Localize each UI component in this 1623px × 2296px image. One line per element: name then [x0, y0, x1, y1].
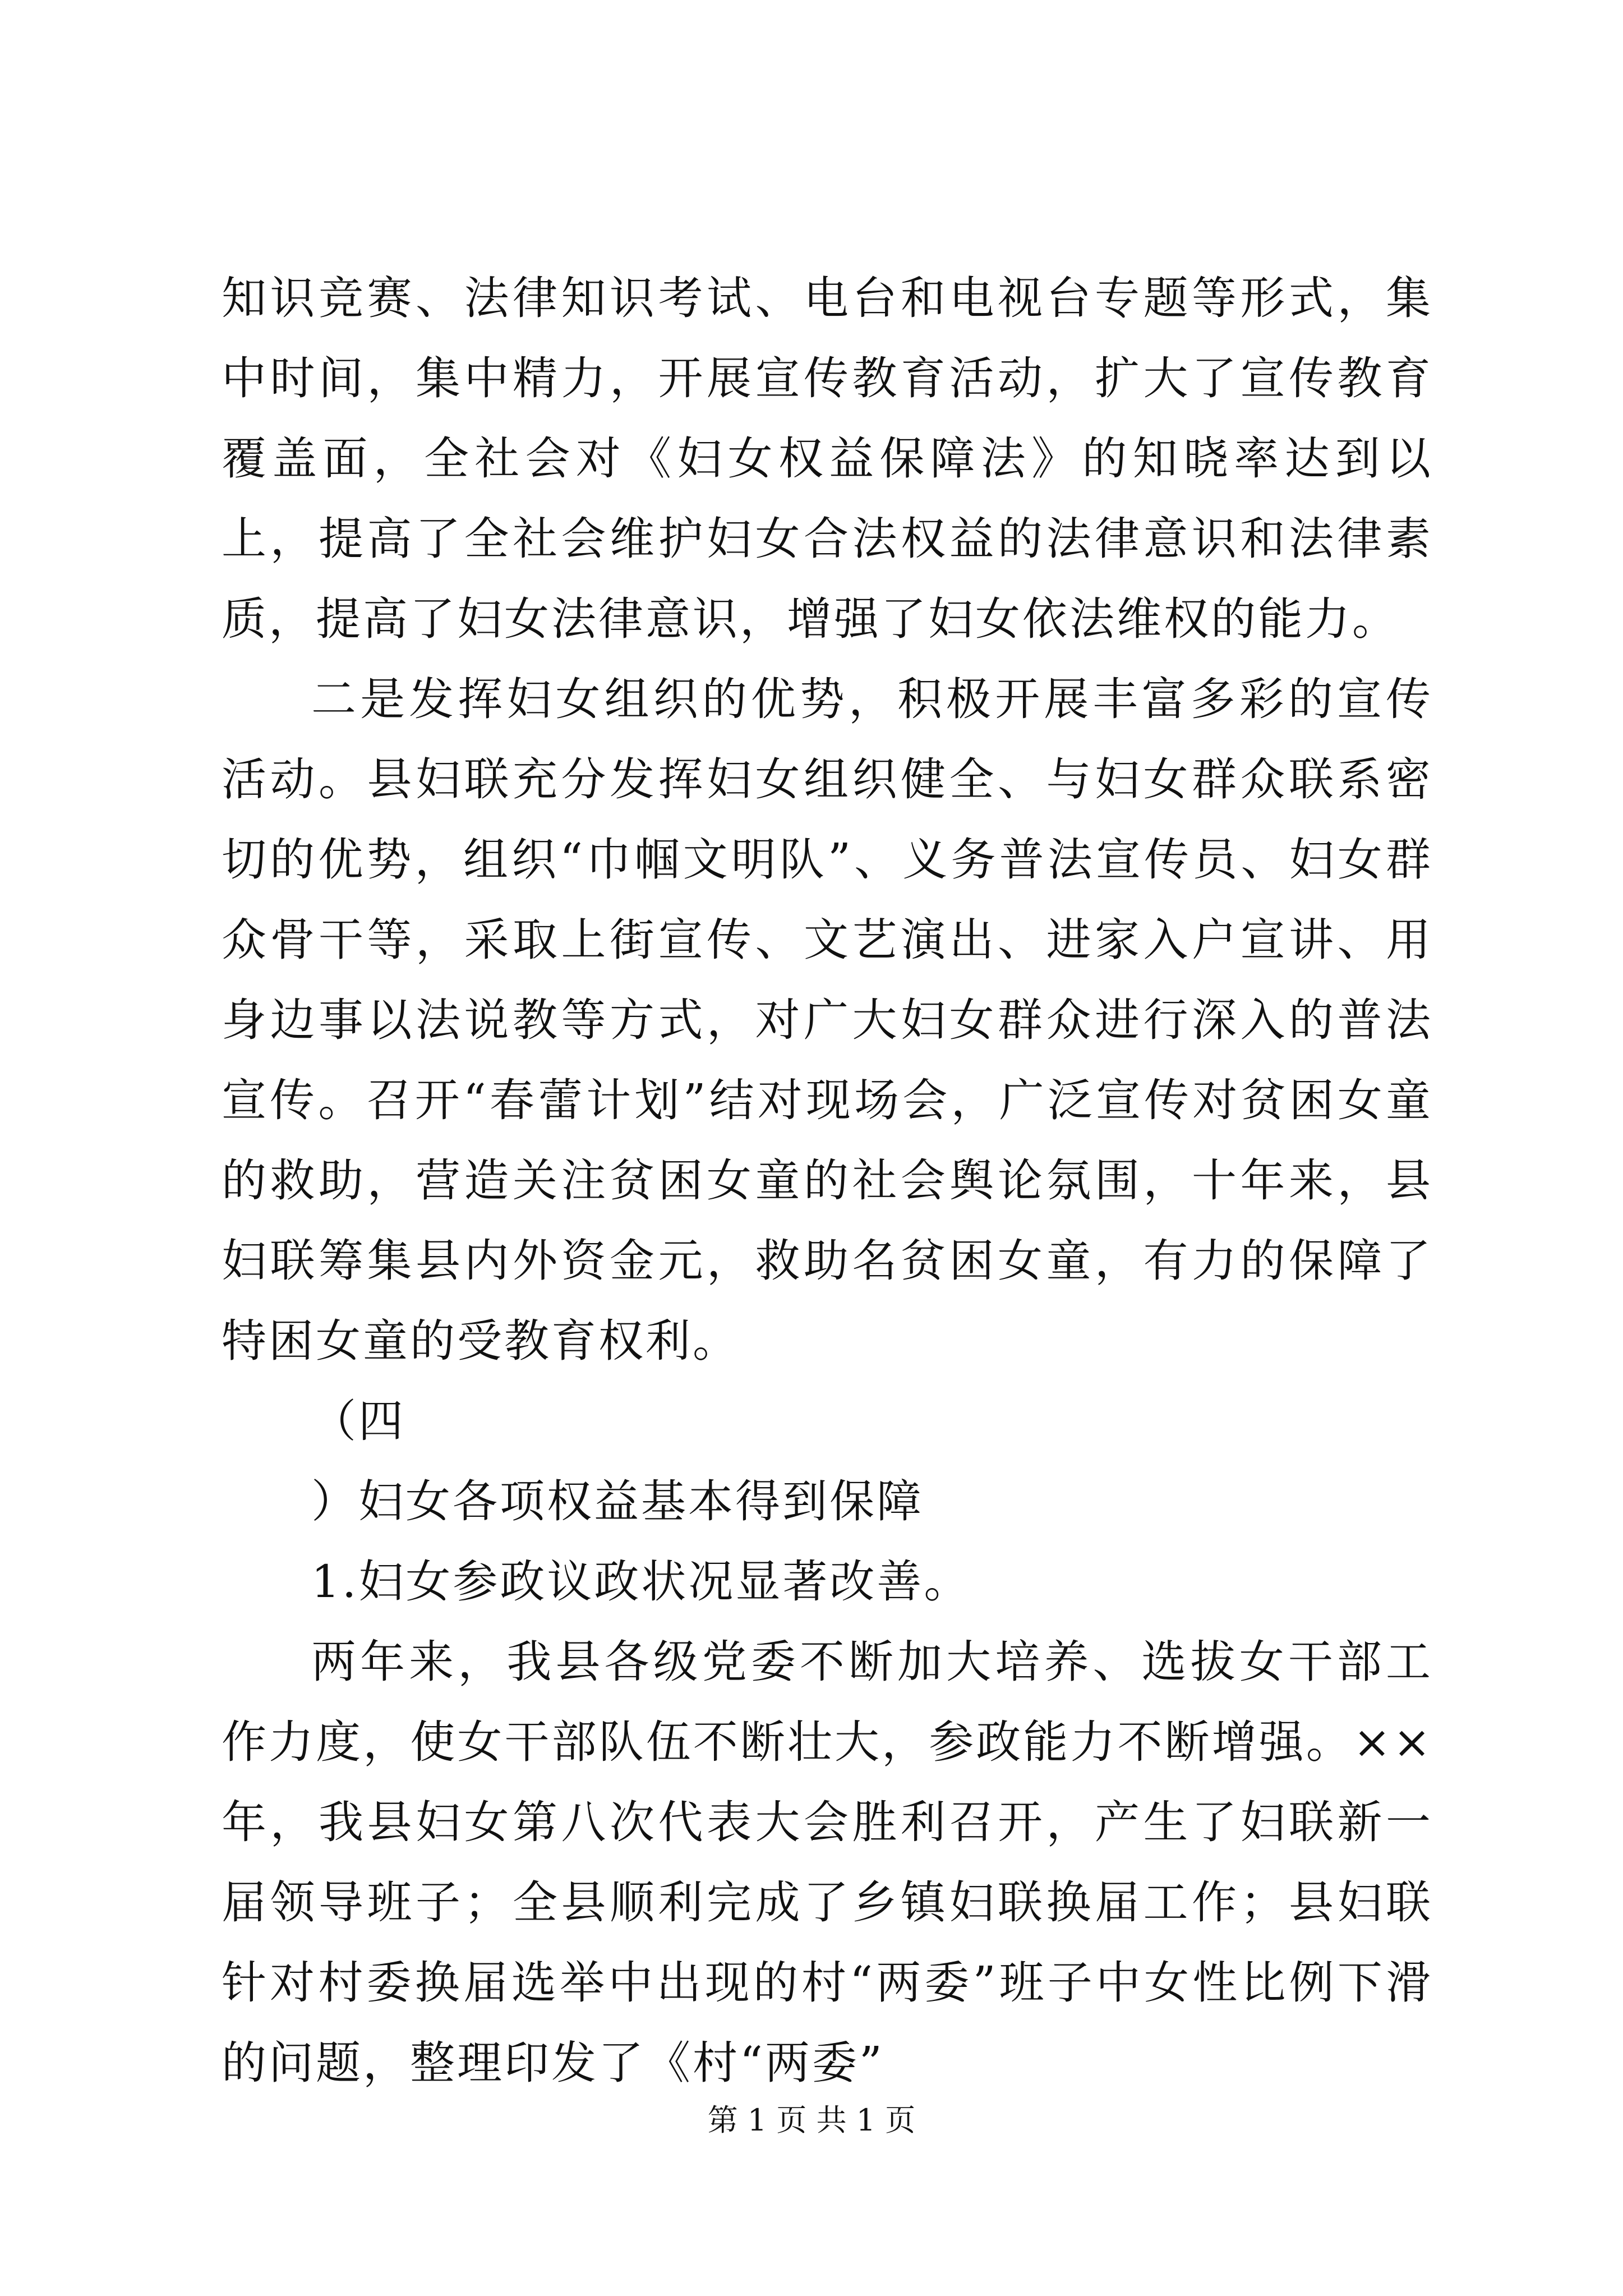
subsection-heading: 1.妇女参政议政状况显著改善。 [311, 1556, 971, 1608]
page-footer: 第 1 页 共 1 页 [707, 2102, 916, 2138]
paragraph-3: 两年来，我县各级党委不断加大培养、选拔女干部工作力度，使女干部队伍不断壮大，参政能力不断增强。××年，我县妇女第八次代表大会胜利召开，产生了妇联新一届领导班子；全县顺利完成了乡镇妇联换届工作；县妇联针对村委换届选举中出现的村“两委”班子中女性比例下滑的问题，整理印发了《村“两委” [222, 1636, 1433, 2089]
section-heading-part-2: ）妇女各项权益基本得到保障 [311, 1475, 924, 1527]
paragraph-1: 知识竞赛、法律知识考试、电台和电视台专题等形式，集中时间，集中精力，开展宣传教育活动，扩大了宣传教育覆盖面，全社会对《妇女权益保障法》的知晓率达到以上，提高了全社会维护妇女合法权益的法律意识和法律素质，提高了妇女法律意识，增强了妇女依法维权的能力。 [222, 272, 1433, 645]
document-body [222, 258, 1433, 2103]
paragraph-2: 二是发挥妇女组织的优势，积极开展丰富多彩的宣传活动。县妇联充分发挥妇女组织健全、与妇女群众联系密切的优势，组织“巾帼文明队”、义务普法宣传员、妇女群众骨干等，采取上街宣传、文艺演出、进家入户宣讲、用身边事以法说教等方式，对广大妇女群众进行深入的普法宣传。召开“春蕾计划”结对现场会，广泛宣传对贫困女童的救助，营造关注贫困女童的社会舆论氛围，十年来，县妇联筹集县内外资金元，救助名贫困女童，有力的保障了特困女童的受教育权利。 [222, 673, 1433, 1367]
section-heading-part-1: （四 [311, 1395, 405, 1447]
